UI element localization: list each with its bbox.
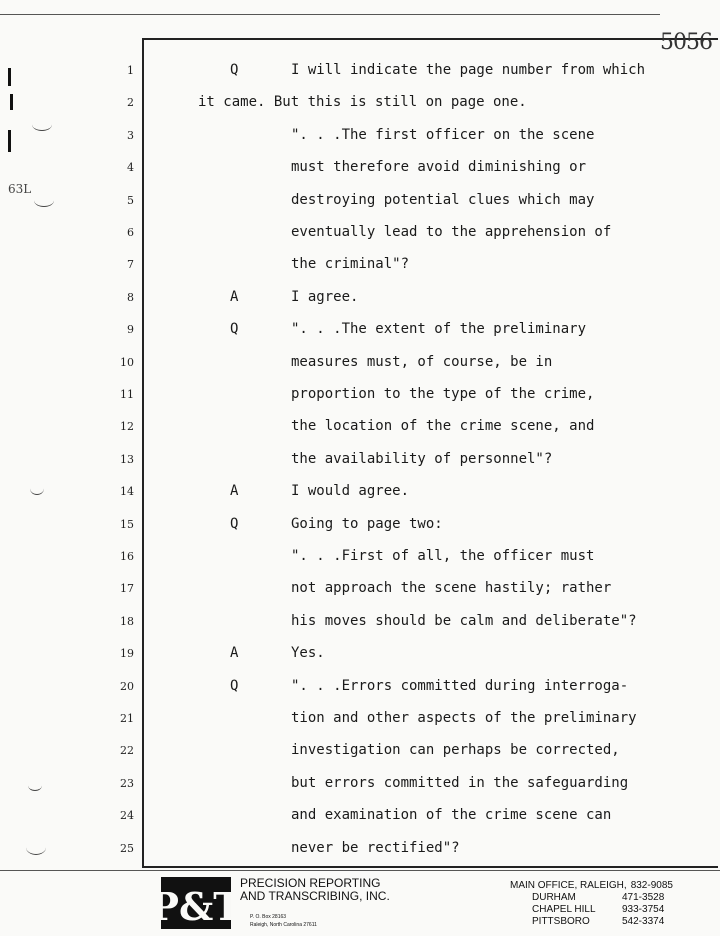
line-number: 25 — [120, 842, 134, 855]
line-number: 23 — [120, 777, 134, 790]
office-list — [510, 880, 673, 928]
line-number: 11 — [120, 388, 134, 401]
speaker-label: Q — [230, 321, 239, 337]
office-city: CHAPEL HILL — [532, 904, 596, 915]
line-number: 10 — [120, 356, 134, 369]
line-number: 8 — [127, 291, 134, 304]
testimony-text: tion and other aspects of the preliminary — [291, 710, 637, 726]
firm-logo — [150, 876, 242, 930]
testimony-text: measures must, of course, be in — [291, 354, 553, 370]
main-office-row — [510, 880, 673, 892]
speaker-label: A — [230, 483, 239, 499]
testimony-text: destroying potential clues which may — [291, 192, 595, 208]
testimony-text: ". . .Errors committed during interroga- — [291, 678, 629, 694]
testimony-text: never be rectified"? — [291, 840, 460, 856]
testimony-text: it came. But this is still on page one. — [198, 94, 527, 110]
line-number: 1 — [127, 64, 134, 77]
margin-mark — [10, 94, 13, 110]
footer-rule — [0, 870, 720, 871]
main-office-label: MAIN OFFICE, RALEIGH, — [510, 880, 627, 891]
firm-address — [250, 913, 317, 929]
speaker-label: Q — [230, 678, 239, 694]
po-box: P. O. Box 28163 — [250, 914, 287, 920]
speaker-label: A — [230, 645, 239, 661]
line-number: 20 — [120, 680, 134, 693]
testimony-text: I would agree. — [291, 483, 410, 499]
office-row — [510, 904, 673, 916]
testimony-text: I will indicate the page number from which — [291, 62, 646, 78]
firm-line2: AND TRANSCRIBING, INC. — [240, 889, 390, 903]
margin-mark — [26, 840, 46, 855]
testimony-text: Yes. — [291, 645, 325, 661]
speaker-label: A — [230, 289, 239, 305]
line-number: 5 — [127, 194, 134, 207]
testimony-text: investigation can perhaps be corrected, — [291, 742, 620, 758]
margin-mark — [8, 68, 11, 86]
line-number: 19 — [120, 647, 134, 660]
testimony-text: Going to page two: — [291, 516, 443, 532]
margin-mark — [28, 780, 42, 791]
line-number: 24 — [120, 809, 134, 822]
top-rule — [0, 14, 660, 15]
firm-line1: PRECISION REPORTING — [240, 876, 381, 890]
speaker-label: Q — [230, 516, 239, 532]
line-number: 6 — [127, 226, 134, 239]
main-office-phone: 832-9085 — [630, 880, 673, 891]
logo-text: P&T — [150, 884, 242, 929]
page-number: 5056 — [660, 30, 712, 55]
office-city: PITTSBORO — [532, 916, 590, 927]
testimony-text: ". . .First of all, the officer must — [291, 548, 595, 564]
city-state: Raleigh, North Carolina 27611 — [250, 922, 317, 928]
margin-mark — [8, 130, 11, 152]
testimony-text: must therefore avoid diminishing or — [291, 159, 587, 175]
testimony-text: and examination of the crime scene can — [291, 807, 612, 823]
testimony-text: the availability of personnel"? — [291, 451, 553, 467]
office-phone: 933-3754 — [622, 904, 665, 915]
office-row — [510, 892, 673, 904]
line-number: 22 — [120, 744, 134, 757]
testimony-text: the criminal"? — [291, 256, 410, 272]
line-number: 4 — [127, 161, 134, 174]
firm-name — [240, 877, 390, 903]
line-number: 18 — [120, 615, 134, 628]
office-phone: 471-3528 — [622, 892, 665, 903]
testimony-text: not approach the scene hastily; rather — [291, 580, 612, 596]
testimony-text: ". . .The extent of the preliminary — [291, 321, 587, 337]
testimony-text: proportion to the type of the crime, — [291, 386, 595, 402]
testimony-text: but errors committed in the safeguarding — [291, 775, 629, 791]
testimony-text: ". . .The first officer on the scene — [291, 127, 595, 143]
office-row — [510, 916, 673, 928]
line-number: 16 — [120, 550, 134, 563]
line-number: 15 — [120, 518, 134, 531]
office-city: DURHAM — [532, 892, 576, 903]
office-phone: 542-3374 — [622, 916, 665, 927]
line-number: 9 — [127, 323, 134, 336]
line-number: 14 — [120, 485, 134, 498]
line-number: 7 — [127, 258, 134, 271]
line-number: 13 — [120, 453, 134, 466]
testimony-text: I agree. — [291, 289, 359, 305]
margin-mark — [34, 194, 54, 207]
line-number: 17 — [120, 582, 134, 595]
margin-mark — [30, 482, 44, 495]
margin-mark — [32, 118, 52, 131]
line-number: 21 — [120, 712, 134, 725]
testimony-text: eventually lead to the apprehension of — [291, 224, 612, 240]
line-number: 2 — [127, 96, 134, 109]
line-number: 12 — [120, 420, 134, 433]
speaker-label: Q — [230, 62, 239, 78]
testimony-text: his moves should be calm and deliberate"? — [291, 613, 637, 629]
testimony-text: the location of the crime scene, and — [291, 418, 595, 434]
line-number: 3 — [127, 129, 134, 142]
side-note: 63L — [8, 182, 32, 196]
